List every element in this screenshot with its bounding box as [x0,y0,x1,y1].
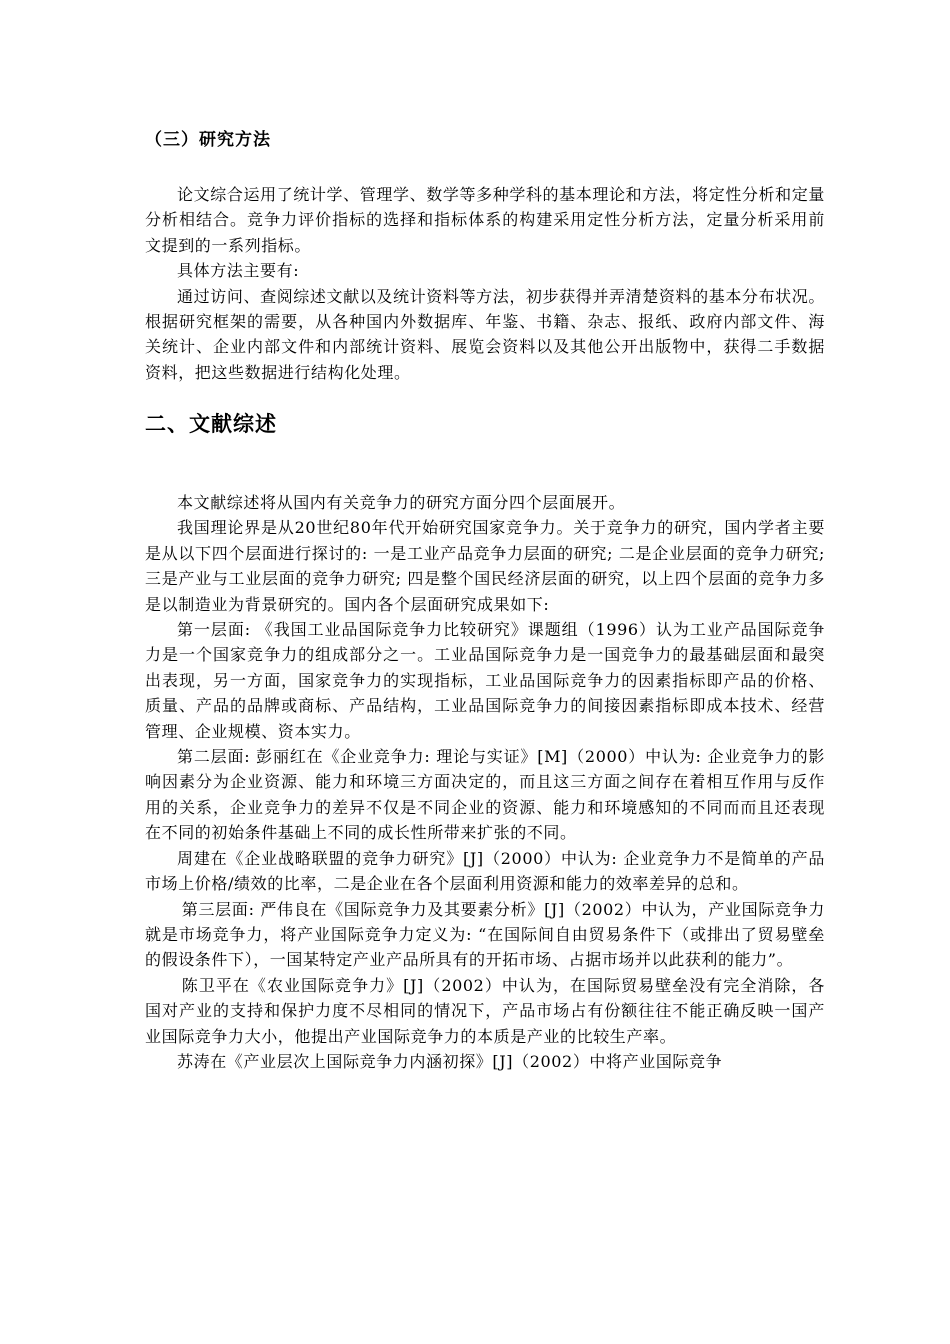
literature-review-body [145,490,825,1074]
paragraph: 论文综合运用了统计学、管理学、数学等多种学科的基本理论和方法，将定性分析和定量分析相结合。竞争力评价指标的选择和指标体系的构建采用定性分析方法，定量分析采用前文提到的一系列指标。 [145,185,825,255]
paragraph: 通过访问、查阅综述文献以及统计资料等方法，初步获得并弄清楚资料的基本分布状况。根据研究框架的需要，从各种国内外数据库、年鉴、书籍、杂志、报纸、政府内部文件、海关统计、企业内部文件和内部统计资料、展览会资料以及其他公开出版物中，获得二手数据资料，把这些数据进行结构化处理。 [145,286,825,382]
paragraph: 本文献综述将从国内有关竞争力的研究方面分四个层面展开。 [177,493,626,512]
research-methods-body [145,182,825,385]
paragraph: 第三层面: 严伟良在《国际竞争力及其要素分析》[J]（2002）中认为，产业国际竞争力就是市场竞争力，将产业国际竞争力定义为: “在国际间自由贸易条件下（或排出了贸易壁垒的假设条件下），一国某特定产业产品所具有的开拓市场、占据市场并以此获利的能力”。 [145,899,825,970]
paragraph: 我国理论界是从20世纪80年代开始研究国家竞争力。关于竞争力的研究，国内学者主要是从以下四个层面进行探讨的: 一是工业产品竞争力层面的研究; 二是企业层面的竞争力研究; 三是产业与工业层面的竞争力研究; 四是整个国民经济层面的研究，以上四个层面的竞争力多是以制造业为背景研究的。国内各个层面研究成果如下: [145,518,825,614]
section-heading-research-methods: （三）研究方法 [145,130,271,150]
paragraph: 周建在《企业战略联盟的竞争力研究》[J]（2000）中认为: 企业竞争力不是简单的产品市场上价格/绩效的比率，二是企业在各个层面利用资源和能力的效率差异的总和。 [145,848,825,894]
paragraph: 第一层面: 《我国工业品国际竞争力比较研究》课题组（1996）认为工业产品国际竞争力是一个国家竞争力的组成部分之一。工业品国际竞争力是一国竞争力的最基础层面和最突出表现，另一方面，国家竞争力的实现指标，工业品国际竞争力的因素指标即产品的价格、质量、产品的品牌或商标、产品结构，工业品国际竞争力的间接因素指标即成本技术、经营管理、企业规模、资本实力。 [145,620,825,741]
paragraph: 具体方法主要有: [177,261,300,281]
paragraph: 陈卫平在《农业国际竞争力》[J]（2002）中认为，在国际贸易壁垒没有完全消除，各国对产业的支持和保护力度不尽相同的情况下，产品市场占有份额往往不能正确反映一国产业国际竞争力大小，他提出产业国际竞争力的本质是产业的比较生产率。 [145,975,825,1046]
paragraph: 第二层面: 彭丽红在《企业竞争力: 理论与实证》[M]（2000）中认为: 企业竞争力的影响因素分为企业资源、能力和环境三方面决定的，而且这三方面之间存在着相互作用与反作用的关系，企业竞争力的差异不仅是不同企业的资源、能力和环境感知的不同而而且还表现在不同的初始条件基础上不同的成长性所带来扩张的不同。 [145,747,825,843]
paragraph: 苏涛在《产业层次上国际竞争力内涵初探》[J]（2002）中将产业国际竞争 [177,1051,723,1071]
section-heading-literature-review: 二、文献综述 [145,411,277,436]
